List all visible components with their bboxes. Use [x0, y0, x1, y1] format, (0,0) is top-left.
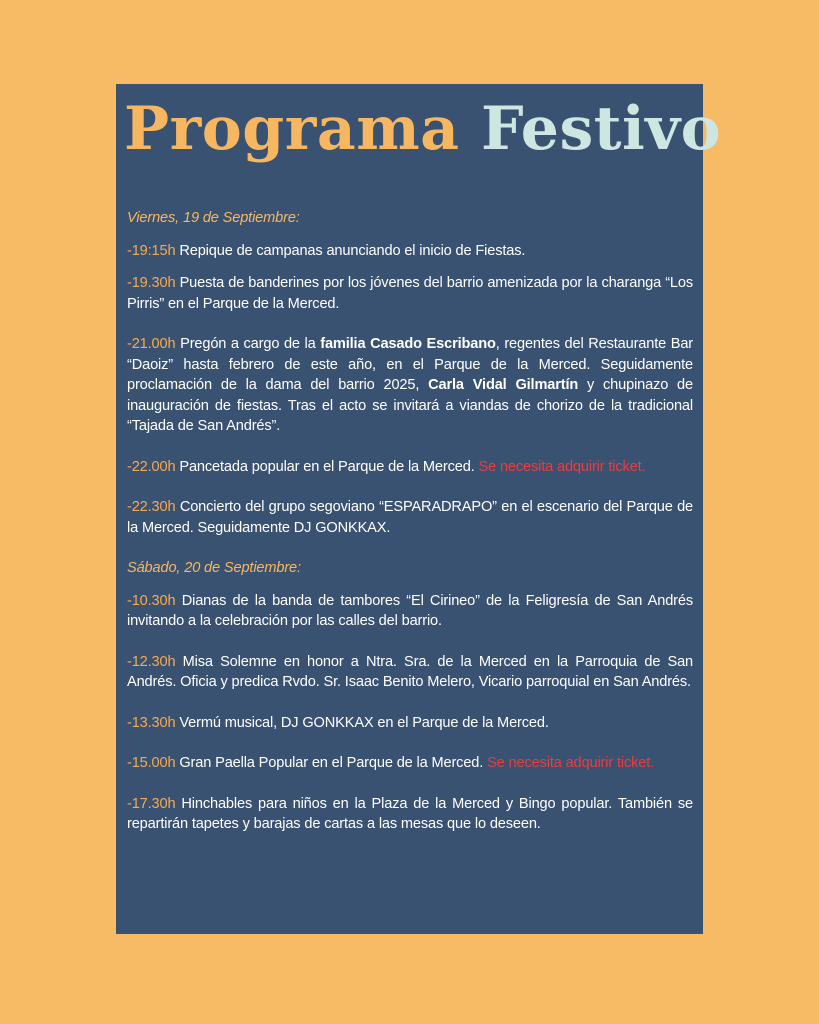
event-description: Misa Solemne en honor a Ntra. Sra. de la Merced en la Parroquia de San Andrés. Oficia y predica Rvdo. Sr. Isaac Benito Melero, Vicario parroquial en San Andrés. [127, 653, 694, 690]
program-panel [116, 84, 722, 934]
event-item [127, 652, 693, 693]
event-description: Vermú musical, DJ GONKKAX en el Parque de la Merced. [179, 714, 549, 731]
event-description: Gran Paella Popular en el Parque de la Merced. [179, 755, 484, 771]
page-title [124, 86, 721, 172]
day-heading-saturday: Sábado, 20 de Septiembre: [127, 560, 301, 576]
ticket-warning: Se necesita adquirir ticket. [478, 458, 646, 475]
title-word-festivo: Festivo [480, 94, 722, 164]
event-item [127, 497, 693, 538]
event-description: Hinchables para niños en la Plaza de la Merced y Bingo popular. También se repartirán tapetes y barajas de cartas a las mesas que lo deseen. [127, 795, 694, 832]
event-time: -22.30h [127, 499, 176, 515]
event-time: -19.30h [127, 275, 176, 291]
event-item [127, 794, 693, 835]
event-time: -19:15h [127, 242, 176, 259]
event-description: Puesta de banderines por los jóvenes del barrio amenizada por la charanga “Los Pirris” en el Parque de la Merced. [127, 275, 694, 312]
event-description: , regentes del Restaurante Bar “Daoiz” hasta febrero de este año, en el Parque de la Merced. Seguidamente proclamación de la dama del barrio 2025, [127, 336, 693, 393]
ticket-warning: Se necesita adquirir ticket. [487, 755, 655, 771]
program-content [127, 208, 693, 847]
event-item [127, 591, 693, 632]
event-item [127, 457, 693, 478]
event-description: Dianas de la banda de tambores “El Cirineo” de la Feligresía de San Andrés invitando a la celebración por las calles del barrio. [127, 592, 693, 629]
event-description: Concierto del grupo segoviano “ESPARADRAPO” en el escenario del Parque de la Merced. Seguidamente DJ GONKKAX. [127, 499, 693, 536]
event-description: Repique de campanas anunciando el inicio de Fiestas. [179, 242, 526, 259]
highlight-name: Carla Vidal Gilmartín [428, 377, 579, 393]
highlight-name: familia Casado Escribano [320, 336, 496, 352]
event-item [127, 753, 693, 774]
event-description: y chupinazo de inauguración de fiestas. Tras el acto se invitará a viandas de chorizo de la tradicional “Tajada de San Andrés”. [127, 377, 693, 434]
event-time: -15.00h [127, 755, 176, 771]
event-item [127, 273, 693, 314]
title-word-programa: Programa [124, 94, 460, 164]
event-time: -21.00h [127, 336, 176, 352]
event-time: -13.30h [127, 714, 176, 731]
event-description: Pancetada popular en el Parque de la Merced. [179, 458, 475, 475]
event-time: -22.00h [127, 458, 176, 475]
event-time: -10.30h [127, 592, 176, 609]
event-time: -12.30h [127, 653, 176, 670]
day-heading-friday: Viernes, 19 de Septiembre: [127, 210, 300, 226]
event-item [127, 334, 693, 437]
event-item [127, 713, 693, 734]
event-description: Pregón a cargo de la [180, 336, 316, 352]
event-item [127, 241, 693, 262]
event-time: -17.30h [127, 795, 176, 812]
